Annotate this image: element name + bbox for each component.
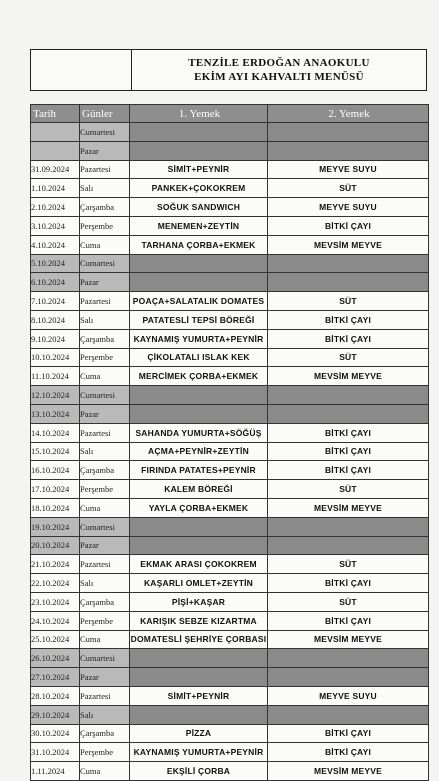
day-cell: Pazar: [80, 404, 130, 423]
meal2-cell-text: MEVSİM MEYVE: [313, 502, 383, 513]
date-cell: 3.10.2024: [31, 216, 80, 235]
meal1-cell: [130, 198, 268, 217]
table-row: [31, 404, 429, 423]
date-cell: 21.10.2024: [31, 555, 80, 574]
date-cell: 25.10.2024: [31, 630, 80, 649]
meal1-cell: [130, 762, 268, 781]
meal2-cell: [268, 611, 429, 630]
day-cell: Salı: [80, 705, 130, 724]
meal2-cell: [268, 386, 429, 405]
day-cell: Çarşamba: [80, 198, 130, 217]
meal1-cell-text: KAŞARLI OMLET+ZEYTİN: [143, 578, 254, 589]
table-row: [31, 235, 429, 254]
day-cell: Cuma: [80, 367, 130, 386]
day-cell: Cumartesi: [80, 386, 130, 405]
day-cell: Cuma: [80, 235, 130, 254]
date-cell: 18.10.2024: [31, 498, 80, 517]
table-row: [31, 536, 429, 555]
meal2-cell: [268, 649, 429, 668]
meal1-cell-text: PİZZA: [185, 728, 212, 739]
meal1-cell-text: SAHANDA YUMURTA+SÖĞÜŞ: [135, 427, 262, 438]
table-row: [31, 480, 429, 499]
day-cell: Pazartesi: [80, 160, 130, 179]
meal1-cell-text: KAYNAMIŞ YUMURTA+PEYNİR: [133, 333, 264, 344]
meal1-cell: [130, 574, 268, 593]
day-cell: Pazar: [80, 536, 130, 555]
table-row: [31, 348, 429, 367]
meal1-cell-text: SİMİT+PEYNİR: [167, 690, 230, 701]
school-name: TENZİLE ERDOĞAN ANAOKULU: [188, 57, 370, 69]
meal1-cell-text: PANKEK+ÇOKOKREM: [151, 183, 246, 194]
day-cell: Cuma: [80, 630, 130, 649]
meal1-cell: [130, 254, 268, 273]
meal1-cell: [130, 705, 268, 724]
column-header-meal1: 1. Yemek: [130, 105, 268, 123]
meal1-cell: [130, 517, 268, 536]
meal2-cell: [268, 160, 429, 179]
day-cell: Pazartesi: [80, 555, 130, 574]
date-cell: 1.11.2024: [31, 762, 80, 781]
day-cell: Cuma: [80, 762, 130, 781]
table-row: [31, 517, 429, 536]
meal2-cell-text: BİTKİ ÇAYI: [324, 728, 372, 739]
header-box: [30, 49, 427, 91]
meal2-cell-text: MEVSİM MEYVE: [313, 634, 383, 645]
meal1-cell: [130, 367, 268, 386]
meal1-cell: [130, 123, 268, 142]
table-row: [31, 686, 429, 705]
meal1-cell-text: PATATESLİ TEPSİ BÖREĞİ: [142, 314, 255, 325]
meal2-cell: [268, 423, 429, 442]
table-row: [31, 574, 429, 593]
table-row: [31, 386, 429, 405]
table-row: [31, 442, 429, 461]
date-cell: 7.10.2024: [31, 292, 80, 311]
day-cell: Cumartesi: [80, 517, 130, 536]
table-row: [31, 273, 429, 292]
meal1-cell: [130, 480, 268, 499]
table-row: [31, 705, 429, 724]
table-row: [31, 292, 429, 311]
day-cell: Cumartesi: [80, 254, 130, 273]
date-cell: 19.10.2024: [31, 517, 80, 536]
meal2-cell: [268, 141, 429, 160]
date-cell: 4.10.2024: [31, 235, 80, 254]
meal1-cell-text: EKMAK ARASI ÇOKOKREM: [140, 559, 257, 570]
table-row: [31, 555, 429, 574]
table-row: [31, 310, 429, 329]
meal2-cell-text: MEVSİM MEYVE: [313, 765, 383, 776]
table-row: [31, 160, 429, 179]
table-row: [31, 179, 429, 198]
meal2-cell-text: MEVSİM MEYVE: [313, 239, 383, 250]
meal2-cell: [268, 480, 429, 499]
meal1-cell: [130, 668, 268, 687]
table-body: [31, 123, 429, 781]
day-cell: Salı: [80, 179, 130, 198]
meal2-cell: [268, 574, 429, 593]
meal2-cell: [268, 705, 429, 724]
date-cell: 9.10.2024: [31, 329, 80, 348]
day-cell: Çarşamba: [80, 724, 130, 743]
day-cell: Pazartesi: [80, 423, 130, 442]
meal1-cell: [130, 235, 268, 254]
breakfast-menu-table: [30, 104, 429, 781]
meal2-cell: [268, 310, 429, 329]
date-cell: 6.10.2024: [31, 273, 80, 292]
meal1-cell: [130, 386, 268, 405]
meal2-cell-text: SÜT: [339, 296, 357, 307]
meal2-cell-text: SÜT: [339, 484, 357, 495]
meal2-cell-text: BİTKİ ÇAYI: [324, 314, 372, 325]
meal2-cell-text: BİTKİ ÇAYI: [324, 446, 372, 457]
meal2-cell-text: BİTKİ ÇAYI: [324, 333, 372, 344]
day-cell: Salı: [80, 310, 130, 329]
meal1-cell-text: SOĞUK SANDWICH: [156, 202, 241, 213]
date-cell: 27.10.2024: [31, 668, 80, 687]
table-row: [31, 592, 429, 611]
meal1-cell-text: MENEMEN+ZEYTİN: [157, 220, 240, 231]
meal1-cell: [130, 329, 268, 348]
meal2-cell: [268, 555, 429, 574]
meal2-cell: [268, 743, 429, 762]
table-row: [31, 611, 429, 630]
date-cell: 30.10.2024: [31, 724, 80, 743]
meal1-cell-text: TARHANA ÇORBA+EKMEK: [141, 239, 256, 250]
day-cell: Pazartesi: [80, 292, 130, 311]
day-cell: Cuma: [80, 498, 130, 517]
meal1-cell: [130, 611, 268, 630]
date-cell: 22.10.2024: [31, 574, 80, 593]
day-cell: Salı: [80, 442, 130, 461]
meal2-cell: [268, 216, 429, 235]
meal2-cell-text: SÜT: [339, 183, 357, 194]
meal1-cell: [130, 461, 268, 480]
meal2-cell-text: MEYVE SUYU: [319, 690, 377, 701]
meal2-cell: [268, 517, 429, 536]
meal2-cell-text: MEYVE SUYU: [319, 202, 377, 213]
meal2-cell: [268, 668, 429, 687]
meal2-cell: [268, 724, 429, 743]
meal2-cell: [268, 292, 429, 311]
meal1-cell-text: MERCİMEK ÇORBA+EKMEK: [138, 371, 259, 382]
day-cell: Çarşamba: [80, 592, 130, 611]
meal2-cell-text: SÜT: [339, 559, 357, 570]
date-cell: 5.10.2024: [31, 254, 80, 273]
table-row: [31, 254, 429, 273]
meal1-cell: [130, 555, 268, 574]
table-row: [31, 649, 429, 668]
date-cell: 8.10.2024: [31, 310, 80, 329]
meal2-cell: [268, 461, 429, 480]
date-cell: 16.10.2024: [31, 461, 80, 480]
meal2-cell: [268, 404, 429, 423]
column-header-date: Tarih: [31, 105, 80, 123]
date-cell: 1.10.2024: [31, 179, 80, 198]
date-cell: 15.10.2024: [31, 442, 80, 461]
meal1-cell: [130, 686, 268, 705]
meal2-cell-text: BİTKİ ÇAYI: [324, 615, 372, 626]
meal1-cell: [130, 592, 268, 611]
day-cell: Salı: [80, 574, 130, 593]
meal1-cell-text: YAYLA ÇORBA+EKMEK: [148, 502, 249, 513]
table-row: [31, 216, 429, 235]
date-cell: 13.10.2024: [31, 404, 80, 423]
meal1-cell: [130, 216, 268, 235]
table-row: [31, 423, 429, 442]
meal2-cell-text: BİTKİ ÇAYI: [324, 220, 372, 231]
day-cell: Perşembe: [80, 743, 130, 762]
meal1-cell: [130, 310, 268, 329]
meal1-cell-text: KALEM BÖREĞİ: [164, 484, 233, 495]
date-cell: 26.10.2024: [31, 649, 80, 668]
date-cell: 29.10.2024: [31, 705, 80, 724]
date-cell: 24.10.2024: [31, 611, 80, 630]
meal1-cell-text: PİŞİ+KAŞAR: [171, 596, 226, 607]
meal2-cell: [268, 498, 429, 517]
date-cell: 28.10.2024: [31, 686, 80, 705]
meal2-cell-text: BİTKİ ÇAYI: [324, 465, 372, 476]
meal1-cell: [130, 292, 268, 311]
day-cell: Pazar: [80, 141, 130, 160]
meal2-cell-text: MEVSİM MEYVE: [313, 371, 383, 382]
meal2-cell: [268, 442, 429, 461]
date-cell: 12.10.2024: [31, 386, 80, 405]
table-row: [31, 498, 429, 517]
meal2-cell: [268, 179, 429, 198]
meal1-cell-text: FIRINDA PATATES+PEYNİR: [141, 465, 256, 476]
date-cell: [31, 141, 80, 160]
day-cell: Çarşamba: [80, 329, 130, 348]
table-row: [31, 668, 429, 687]
meal1-cell: [130, 498, 268, 517]
meal1-cell: [130, 179, 268, 198]
table-row: [31, 198, 429, 217]
meal1-cell: [130, 724, 268, 743]
date-cell: [31, 123, 80, 142]
meal1-cell-text: AÇMA+PEYNİR+ZEYTİN: [148, 446, 249, 457]
date-cell: 20.10.2024: [31, 536, 80, 555]
day-cell: Pazar: [80, 668, 130, 687]
meal2-cell: [268, 254, 429, 273]
date-cell: 31.09.2024: [31, 160, 80, 179]
meal2-cell: [268, 592, 429, 611]
column-header-meal2: 2. Yemek: [268, 105, 429, 123]
meal2-cell: [268, 273, 429, 292]
table-row: [31, 630, 429, 649]
day-cell: Cumartesi: [80, 649, 130, 668]
day-cell: Perşembe: [80, 480, 130, 499]
table-row: [31, 461, 429, 480]
table-row: [31, 329, 429, 348]
meal2-cell: [268, 235, 429, 254]
table-header-row: [31, 105, 429, 123]
meal1-cell-text: EKŞİLİ ÇORBA: [166, 765, 231, 776]
meal1-cell-text: ÇİKOLATALI ISLAK KEK: [147, 352, 250, 363]
meal1-cell-text: KAYNAMIŞ YUMURTA+PEYNİR: [133, 747, 264, 758]
meal1-cell: [130, 160, 268, 179]
table-row: [31, 724, 429, 743]
date-cell: 31.10.2024: [31, 743, 80, 762]
date-cell: 23.10.2024: [31, 592, 80, 611]
date-cell: 14.10.2024: [31, 423, 80, 442]
meal2-cell: [268, 329, 429, 348]
meal1-cell: [130, 630, 268, 649]
date-cell: 10.10.2024: [31, 348, 80, 367]
page-title: [132, 50, 426, 90]
column-header-day: Günler: [80, 105, 130, 123]
table-row: [31, 123, 429, 142]
meal2-cell: [268, 630, 429, 649]
date-cell: 2.10.2024: [31, 198, 80, 217]
menu-title: EKİM AYI KAHVALTI MENÜSÜ: [194, 71, 364, 83]
meal1-cell: [130, 404, 268, 423]
meal2-cell-text: SÜT: [339, 352, 357, 363]
table-row: [31, 367, 429, 386]
meal1-cell: [130, 348, 268, 367]
meal1-cell: [130, 442, 268, 461]
meal1-cell: [130, 141, 268, 160]
day-cell: Çarşamba: [80, 461, 130, 480]
day-cell: Pazartesi: [80, 686, 130, 705]
meal2-cell-text: BİTKİ ÇAYI: [324, 427, 372, 438]
meal2-cell-text: BİTKİ ÇAYI: [324, 578, 372, 589]
meal1-cell: [130, 273, 268, 292]
day-cell: Perşembe: [80, 216, 130, 235]
table-row: [31, 762, 429, 781]
day-cell: Perşembe: [80, 611, 130, 630]
date-cell: 17.10.2024: [31, 480, 80, 499]
meal2-cell-text: BİTKİ ÇAYI: [324, 747, 372, 758]
day-cell: Perşembe: [80, 348, 130, 367]
meal1-cell: [130, 423, 268, 442]
meal1-cell-text: SİMİT+PEYNİR: [167, 164, 230, 175]
header-left-cell: [31, 50, 132, 90]
meal1-cell-text: POAÇA+SALATALIK DOMATES: [132, 296, 265, 307]
day-cell: Pazar: [80, 273, 130, 292]
meal2-cell: [268, 762, 429, 781]
meal2-cell: [268, 123, 429, 142]
date-cell: 11.10.2024: [31, 367, 80, 386]
meal2-cell: [268, 198, 429, 217]
meal1-cell: [130, 649, 268, 668]
meal1-cell: [130, 743, 268, 762]
meal2-cell-text: MEYVE SUYU: [319, 164, 377, 175]
meal1-cell-text: KARIŞIK SEBZE KIZARTMA: [140, 615, 257, 626]
table-row: [31, 141, 429, 160]
meal1-cell: [130, 536, 268, 555]
meal2-cell: [268, 348, 429, 367]
meal2-cell: [268, 367, 429, 386]
table-row: [31, 743, 429, 762]
meal2-cell: [268, 536, 429, 555]
meal1-cell-text: DOMATESLİ ŞEHRİYE ÇORBASI: [130, 634, 267, 645]
day-cell: Cumartesi: [80, 123, 130, 142]
meal2-cell-text: SÜT: [339, 596, 357, 607]
meal2-cell: [268, 686, 429, 705]
